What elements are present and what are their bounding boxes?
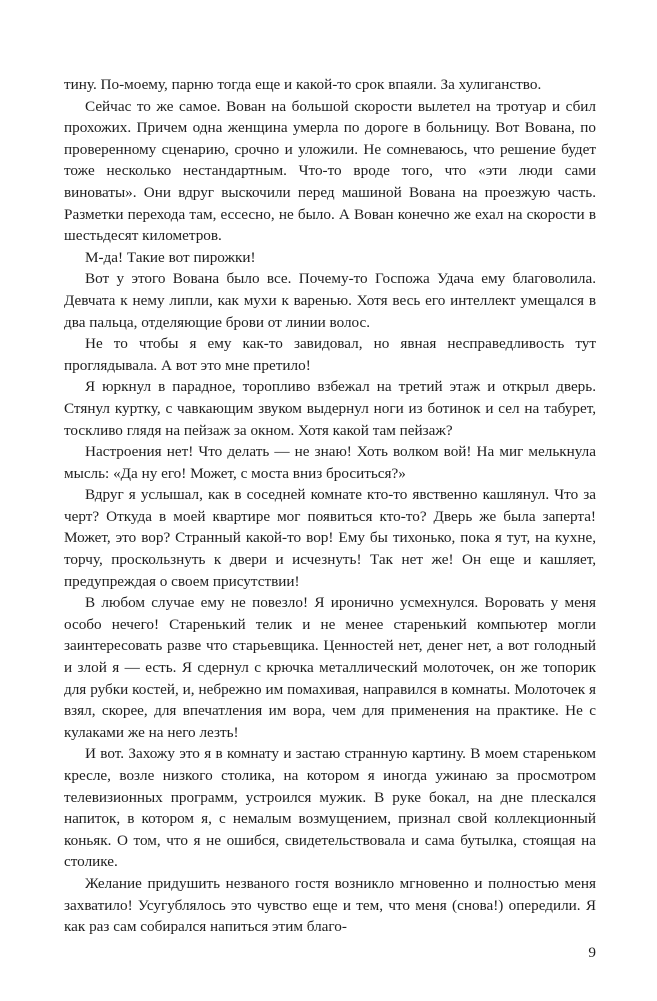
paragraph-9: В любом случае ему не повезло! Я иронично усмехнулся. Воровать у меня особо нечего! Старенький телик и не менее старенький компьютер могли заинтересовать разве что старьевщика. Ценностей нет, денег нет, а вот голодный и злой я — есть. Я сдернул с крючка металлический молоточек, он же топорик для рубки костей, и, небрежно им помахивая, направился в комнаты. Молоточек я взял, скорее, для впечатления им вора, чем для применения на практике. Не с кулаками же на него лезть! bbox=[64, 594, 596, 741]
paragraph-4: Вот у этого Вована было все. Почему-то Госпожа Удача ему благоволила. Девчата к нему липли, как мухи к варенью. Хотя весь его интеллект умещался в два пальца, отделяющие брови от линии волос. bbox=[64, 270, 596, 331]
paragraph-7: Настроения нет! Что делать — не знаю! Хоть волком вой! На миг мелькнула мысль: «Да ну его! Может, с моста вниз броситься?» bbox=[64, 443, 596, 482]
paragraph-5: Не то чтобы я ему как-то завидовал, но явная несправедливость тут проглядывала. А вот это мне претило! bbox=[64, 335, 596, 374]
page-body bbox=[64, 74, 596, 938]
paragraph-8: Вдруг я услышал, как в соседней комнате кто-то явственно кашлянул. Что за черт? Откуда в моей квартире мог появиться кто-то? Дверь же была заперта! Может, это вор? Странный какой-то вор! Ему бы тихонько, пока я тут, на кухне, торчу, проскользнуть к двери и исчезнуть! Так нет же! Он еще и кашляет, предупреждая о своем присутствии! bbox=[64, 486, 596, 590]
paragraph-2: Сейчас то же самое. Вован на большой скорости вылетел на тротуар и сбил прохожих. Причем одна женщина умерла по дороге в больницу. Вот Вована, по проверенному сценарию, срочно и уложили. Не сомневаюсь, что решение будет тоже несколько нестандартным. Что-то вроде того, что «эти люди сами виноваты». Они вдруг выскочили перед машиной Вована на проезжую часть. Разметки перехода там, ессесно, не было. А Вован конечно же ехал на скорости в шестьдесят километров. bbox=[64, 97, 596, 245]
paragraph-11: Желание придушить незваного гостя возникло мгновенно и полностью меня захватило! Усугублялось это чувство еще и тем, что меня (снова!) опередили. Я как раз сам собирался напиться этим благо- bbox=[64, 874, 596, 936]
page-number: 9 bbox=[588, 944, 596, 961]
paragraph-10: И вот. Захожу это я в комнату и застаю странную картину. В моем стареньком кресле, возле низкого столика, на котором я иногда ужинаю за просмотром телевизионных программ, устроился мужик. В руке бокал, на дне плескался напиток, в котором я, с немалым возмущением, признал свой коллекционный коньяк. О том, что я не ошибся, свидетельствовала и сама бутылка, стоящая на столике. bbox=[64, 745, 596, 871]
paragraph-3: М-да! Такие вот пирожки! bbox=[85, 248, 256, 266]
paragraph-6: Я юркнул в парадное, торопливо взбежал на третий этаж и открыл дверь. Стянул куртку, с чавкающим звуком выдернул ноги из ботинок и сел на табурет, тоскливо глядя на пейзаж за окном. Хотя какой там пейзаж? bbox=[64, 378, 596, 439]
paragraph-1: тину. По-моему, парню тогда еще и какой-то срок впаяли. За хулиганство. bbox=[64, 76, 542, 93]
